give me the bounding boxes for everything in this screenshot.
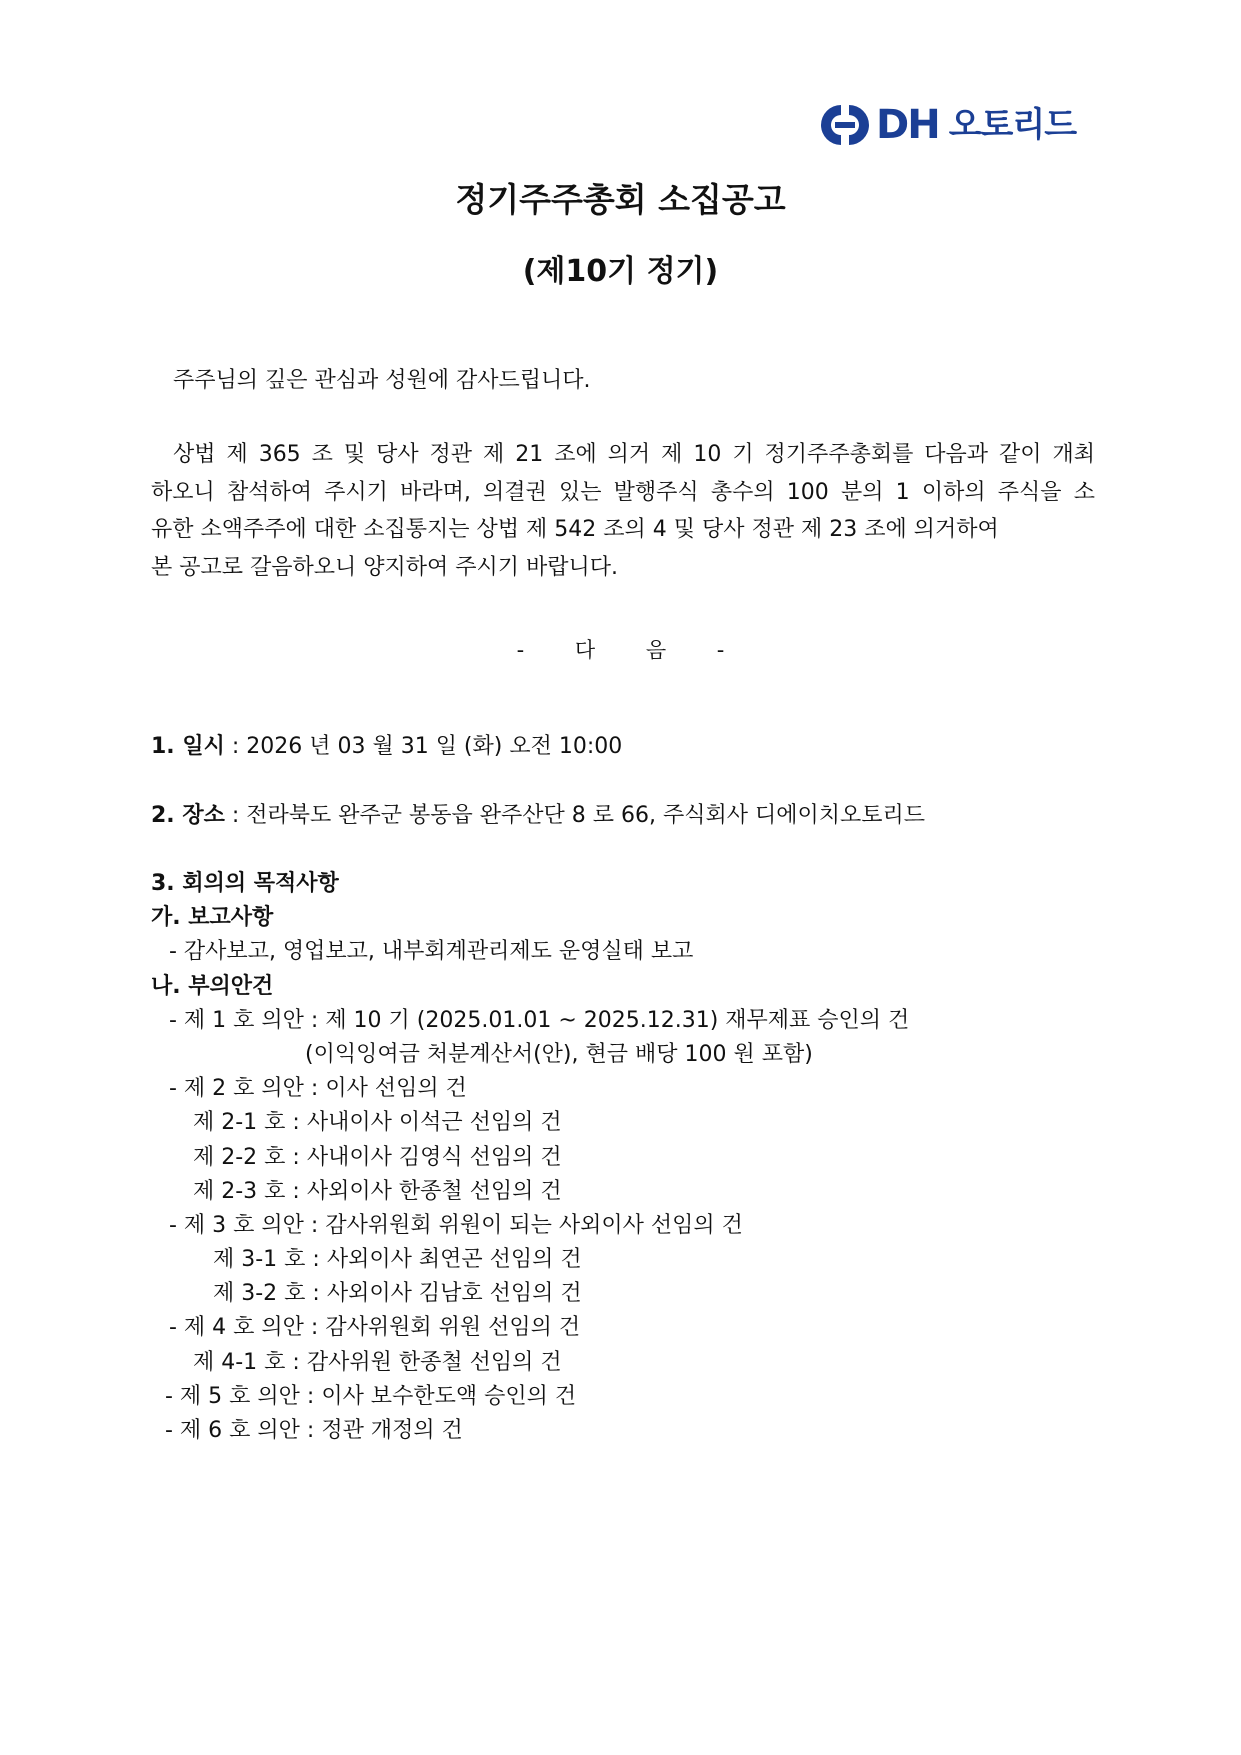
agenda-heading: 3. 회의의 목적사항 bbox=[151, 871, 339, 896]
logo-brand-text: DH bbox=[876, 102, 939, 148]
agenda-item-note: (이익잉여금 처분계산서(안), 현금 배당 100 원 포함) bbox=[305, 1041, 813, 1067]
body-line: 유한 소액주주에 대한 소집통지는 상법 제 542 조의 4 및 당사 정관 제 23 조에 의거하여 bbox=[151, 517, 999, 542]
agenda-item: - 제 3 호 의안 : 감사위원회 위원이 되는 사외이사 선임의 건 bbox=[169, 1212, 743, 1238]
agenda-item: - 제 2 호 의안 : 이사 선임의 건 bbox=[169, 1076, 467, 1102]
body-line: 본 공고로 갈음하오니 양지하여 주시기 바랍니다. bbox=[151, 554, 619, 580]
body-line: 하오니 참석하여 주시기 바라며, 의결권 있는 발행주식 총수의 100 분의 1 이하의 주식을 소 bbox=[151, 479, 1095, 505]
agenda-item: - 제 6 호 의안 : 정관 개정의 건 bbox=[165, 1418, 463, 1443]
agenda-subitem: 제 2-3 호 : 사외이사 한종철 선임의 건 bbox=[193, 1178, 562, 1204]
agenda-subitem: 제 2-2 호 : 사내이사 김영식 선임의 건 bbox=[193, 1144, 562, 1170]
meeting-date-value: : 2026 년 03 월 31 일 (화) 오전 10:00 bbox=[224, 734, 623, 759]
report-heading: 가. 보고사항 bbox=[151, 905, 274, 931]
agenda-item: - 제 1 호 의안 : 제 10 기 (2025.01.01 ~ 2025.12.31) 재무제표 승인의 건 bbox=[169, 1007, 910, 1033]
company-logo bbox=[818, 100, 1076, 150]
agenda-subitem: 제 4-1 호 : 감사위원 한종철 선임의 건 bbox=[193, 1349, 562, 1375]
dh-logo-mark-icon bbox=[818, 102, 872, 148]
meeting-place-label: 2. 장소 bbox=[151, 803, 225, 828]
agenda-subitem: 제 2-1 호 : 사내이사 이석근 선임의 건 bbox=[193, 1110, 562, 1136]
agenda-subitem: 제 3-2 호 : 사외이사 김남호 선임의 건 bbox=[213, 1281, 582, 1307]
agenda-list bbox=[151, 867, 909, 1448]
notice-body bbox=[151, 436, 1095, 586]
report-item: - 감사보고, 영업보고, 내부회계관리제도 운영실태 보고 bbox=[169, 939, 694, 965]
meeting-date-label: 1. 일시 bbox=[151, 734, 225, 759]
logo-name-kr: 오토리드 bbox=[948, 105, 1077, 145]
agenda-item: - 제 4 호 의안 : 감사위원회 위원 선임의 건 bbox=[169, 1315, 581, 1341]
daum-separator: - 다 음 - bbox=[516, 638, 725, 662]
meeting-place bbox=[151, 799, 925, 833]
meeting-place-value: : 전라북도 완주군 봉동읍 완주산단 8 로 66, 주식회사 디에이치오토리드 bbox=[224, 803, 925, 828]
greeting-text: 주주님의 깊은 관심과 성원에 감사드립니다. bbox=[173, 368, 591, 393]
body-line: 상법 제 365 조 및 당사 정관 제 21 조에 의거 제 10 기 정기주주총회를 다음과 같이 개최 bbox=[173, 442, 1095, 467]
agenda-subitem: 제 3-1 호 : 사외이사 최연곤 선임의 건 bbox=[213, 1247, 582, 1273]
page-title: 정기주주총회 소집공고 bbox=[455, 180, 786, 219]
resolution-heading: 나. 부의안건 bbox=[151, 973, 274, 999]
agenda-item: - 제 5 호 의안 : 이사 보수한도액 승인의 건 bbox=[165, 1383, 577, 1409]
page-subtitle: (제10기 정기) bbox=[522, 254, 719, 289]
meeting-date bbox=[151, 730, 622, 764]
